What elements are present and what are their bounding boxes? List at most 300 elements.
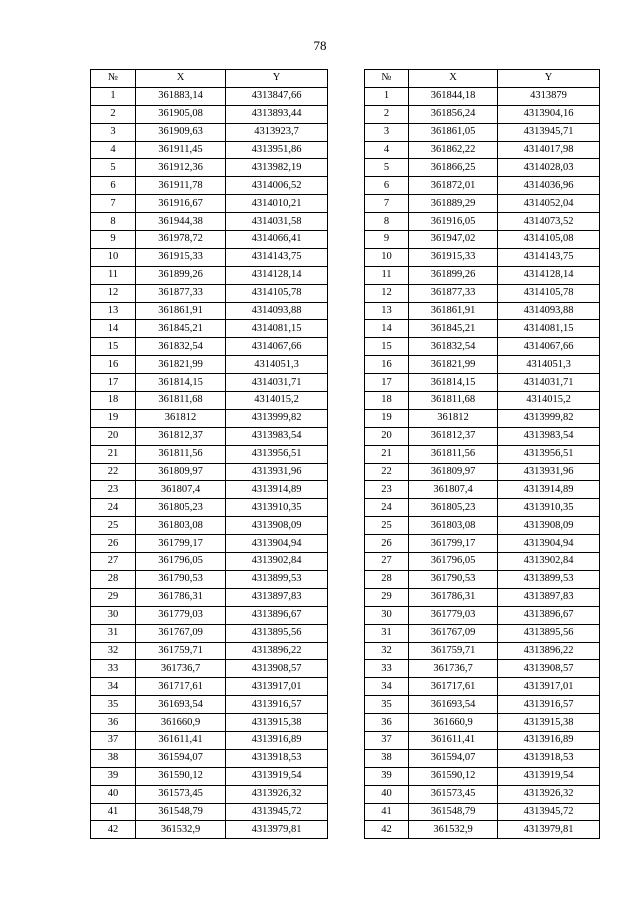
table-row: [365, 749, 600, 767]
table-row: [365, 409, 600, 427]
cell-number: 3: [365, 123, 409, 141]
cell-x: 361594,07: [136, 749, 226, 767]
cell-number: 27: [91, 553, 136, 571]
cell-y: 4314051,3: [498, 356, 600, 374]
table-row: [91, 696, 328, 714]
cell-y: 4313918,53: [226, 749, 328, 767]
cell-x: 361811,68: [409, 392, 498, 410]
cell-number: 30: [365, 606, 409, 624]
cell-number: 37: [365, 731, 409, 749]
table-row: [365, 785, 600, 803]
cell-x: 361796,05: [136, 553, 226, 571]
cell-y: 4314031,71: [226, 374, 328, 392]
cell-y: 4313931,96: [498, 463, 600, 481]
cell-x: 361844,18: [409, 87, 498, 105]
header-number: №: [91, 70, 136, 88]
cell-y: 4313896,22: [498, 642, 600, 660]
cell-number: 24: [365, 499, 409, 517]
table-header-row: [365, 70, 600, 88]
cell-x: 361911,78: [136, 177, 226, 195]
table-row: [91, 87, 328, 105]
cell-y: 4313916,89: [498, 731, 600, 749]
cell-number: 3: [91, 123, 136, 141]
cell-y: 4314052,04: [498, 195, 600, 213]
cell-y: 4313945,72: [498, 803, 600, 821]
cell-y: 4313914,89: [498, 481, 600, 499]
table-row: [365, 517, 600, 535]
cell-x: 361861,91: [136, 302, 226, 320]
table-row: [91, 624, 328, 642]
cell-number: 2: [91, 105, 136, 123]
cell-y: 4313902,84: [226, 553, 328, 571]
cell-number: 31: [365, 624, 409, 642]
cell-y: 4313914,89: [226, 481, 328, 499]
cell-x: 361786,31: [136, 588, 226, 606]
cell-number: 2: [365, 105, 409, 123]
cell-number: 33: [91, 660, 136, 678]
cell-x: 361845,21: [136, 320, 226, 338]
cell-x: 361883,14: [136, 87, 226, 105]
cell-x: 361660,9: [409, 714, 498, 732]
cell-x: 361767,09: [136, 624, 226, 642]
table-row: [365, 374, 600, 392]
cell-y: 4314067,66: [226, 338, 328, 356]
cell-y: 4313895,56: [498, 624, 600, 642]
cell-number: 1: [91, 87, 136, 105]
cell-y: 4314105,08: [498, 231, 600, 249]
cell-number: 34: [365, 678, 409, 696]
cell-number: 30: [91, 606, 136, 624]
cell-number: 33: [365, 660, 409, 678]
cell-number: 28: [91, 570, 136, 588]
cell-x: 361590,12: [136, 767, 226, 785]
cell-number: 22: [91, 463, 136, 481]
cell-number: 5: [91, 159, 136, 177]
header-y: Y: [226, 70, 328, 88]
cell-x: 361799,17: [136, 535, 226, 553]
cell-y: 4313999,82: [498, 409, 600, 427]
cell-y: 4313910,35: [226, 499, 328, 517]
cell-x: 361809,97: [409, 463, 498, 481]
table-row: [91, 785, 328, 803]
table-row: [91, 266, 328, 284]
cell-x: 361611,41: [409, 731, 498, 749]
cell-y: 4314031,71: [498, 374, 600, 392]
cell-x: 361573,45: [136, 785, 226, 803]
cell-number: 36: [365, 714, 409, 732]
table-row: [365, 714, 600, 732]
cell-y: 4313931,96: [226, 463, 328, 481]
cell-y: 4314073,52: [498, 213, 600, 231]
cell-number: 29: [365, 588, 409, 606]
cell-number: 23: [365, 481, 409, 499]
table-row: [365, 87, 600, 105]
cell-number: 41: [91, 803, 136, 821]
cell-y: 4314081,15: [226, 320, 328, 338]
table-row: [365, 213, 600, 231]
cell-y: 4314105,78: [498, 284, 600, 302]
cell-number: 6: [91, 177, 136, 195]
cell-y: 4313896,22: [226, 642, 328, 660]
cell-x: 361805,23: [409, 499, 498, 517]
table-row: [365, 105, 600, 123]
cell-y: 4313916,57: [226, 696, 328, 714]
cell-y: 4313908,09: [498, 517, 600, 535]
cell-number: 42: [91, 821, 136, 839]
cell-x: 361978,72: [136, 231, 226, 249]
table-row: [365, 821, 600, 839]
table-row: [91, 553, 328, 571]
table-row: [365, 481, 600, 499]
cell-number: 16: [365, 356, 409, 374]
cell-number: 40: [365, 785, 409, 803]
cell-number: 42: [365, 821, 409, 839]
page-number: 78: [313, 38, 327, 53]
table-row: [365, 123, 600, 141]
cell-x: 361786,31: [409, 588, 498, 606]
cell-y: 4313908,57: [226, 660, 328, 678]
cell-x: 361779,03: [136, 606, 226, 624]
table-row: [365, 338, 600, 356]
cell-number: 1: [365, 87, 409, 105]
table-row: [365, 231, 600, 249]
cell-number: 23: [91, 481, 136, 499]
header-x: X: [136, 70, 226, 88]
cell-x: 361803,08: [136, 517, 226, 535]
cell-y: 4314093,88: [226, 302, 328, 320]
cell-number: 16: [91, 356, 136, 374]
cell-y: 4313904,94: [498, 535, 600, 553]
table-row: [91, 821, 328, 839]
cell-number: 22: [365, 463, 409, 481]
coordinates-table-right: [364, 69, 600, 839]
table-row: [365, 284, 600, 302]
cell-y: 4314017,98: [498, 141, 600, 159]
cell-y: 4313983,54: [226, 427, 328, 445]
cell-number: 15: [91, 338, 136, 356]
table-row: [91, 159, 328, 177]
cell-y: 4314143,75: [498, 248, 600, 266]
cell-x: 361944,38: [136, 213, 226, 231]
cell-x: 361866,25: [409, 159, 498, 177]
table-row: [365, 177, 600, 195]
table-row: [91, 767, 328, 785]
cell-x: 361889,29: [409, 195, 498, 213]
cell-y: 4313902,84: [498, 553, 600, 571]
cell-y: 4313983,54: [498, 427, 600, 445]
cell-number: 13: [91, 302, 136, 320]
table-row: [91, 499, 328, 517]
cell-x: 361812: [136, 409, 226, 427]
cell-y: 4313979,81: [498, 821, 600, 839]
table-row: [91, 392, 328, 410]
cell-number: 5: [365, 159, 409, 177]
cell-y: 4313895,56: [226, 624, 328, 642]
cell-number: 38: [365, 749, 409, 767]
table-row: [91, 803, 328, 821]
cell-y: 4313919,54: [226, 767, 328, 785]
cell-y: 4313919,54: [498, 767, 600, 785]
table-row: [365, 499, 600, 517]
cell-number: 18: [91, 392, 136, 410]
table-row: [365, 660, 600, 678]
cell-x: 361911,45: [136, 141, 226, 159]
cell-x: 361821,99: [136, 356, 226, 374]
cell-number: 35: [91, 696, 136, 714]
cell-number: 14: [365, 320, 409, 338]
table-row: [91, 320, 328, 338]
cell-y: 4313982,19: [226, 159, 328, 177]
cell-y: 4313979,81: [226, 821, 328, 839]
cell-x: 361832,54: [136, 338, 226, 356]
cell-y: 4313897,83: [226, 588, 328, 606]
coordinates-table-left: [90, 69, 328, 839]
cell-number: 20: [91, 427, 136, 445]
cell-x: 361912,36: [136, 159, 226, 177]
table-row: [91, 445, 328, 463]
cell-number: 11: [91, 266, 136, 284]
cell-number: 12: [91, 284, 136, 302]
table-row: [365, 248, 600, 266]
cell-x: 361811,56: [409, 445, 498, 463]
cell-number: 9: [365, 231, 409, 249]
cell-y: 4313899,53: [498, 570, 600, 588]
cell-y: 4313847,66: [226, 87, 328, 105]
table-row: [365, 696, 600, 714]
table-row: [365, 535, 600, 553]
cell-x: 361856,24: [409, 105, 498, 123]
cell-number: 39: [91, 767, 136, 785]
cell-x: 361532,9: [136, 821, 226, 839]
table-row: [91, 177, 328, 195]
cell-number: 28: [365, 570, 409, 588]
cell-number: 35: [365, 696, 409, 714]
cell-x: 361899,26: [409, 266, 498, 284]
cell-y: 4313926,32: [226, 785, 328, 803]
cell-x: 361832,54: [409, 338, 498, 356]
cell-y: 4313923,7: [226, 123, 328, 141]
cell-number: 19: [91, 409, 136, 427]
table-row: [91, 356, 328, 374]
cell-number: 27: [365, 553, 409, 571]
table-row: [365, 445, 600, 463]
cell-number: 26: [365, 535, 409, 553]
cell-number: 41: [365, 803, 409, 821]
cell-y: 4313910,35: [498, 499, 600, 517]
header-x: X: [409, 70, 498, 88]
cell-x: 361909,63: [136, 123, 226, 141]
cell-y: 4313879: [498, 87, 600, 105]
table-row: [365, 678, 600, 696]
cell-y: 4314015,2: [226, 392, 328, 410]
cell-x: 361767,09: [409, 624, 498, 642]
cell-y: 4314128,14: [498, 266, 600, 284]
cell-x: 361811,56: [136, 445, 226, 463]
cell-number: 8: [365, 213, 409, 231]
cell-number: 18: [365, 392, 409, 410]
cell-y: 4313908,09: [226, 517, 328, 535]
cell-y: 4313945,71: [498, 123, 600, 141]
table-row: [365, 320, 600, 338]
table-row: [91, 660, 328, 678]
table-row: [91, 338, 328, 356]
cell-y: 4313999,82: [226, 409, 328, 427]
cell-x: 361905,08: [136, 105, 226, 123]
cell-y: 4313908,57: [498, 660, 600, 678]
cell-x: 361807,4: [136, 481, 226, 499]
cell-x: 361779,03: [409, 606, 498, 624]
cell-y: 4313956,51: [498, 445, 600, 463]
table-row: [365, 159, 600, 177]
cell-number: 19: [365, 409, 409, 427]
cell-x: 361877,33: [136, 284, 226, 302]
cell-number: 15: [365, 338, 409, 356]
table-row: [91, 284, 328, 302]
table-row: [91, 427, 328, 445]
cell-number: 29: [91, 588, 136, 606]
cell-x: 361811,68: [136, 392, 226, 410]
table-row: [91, 195, 328, 213]
table-row: [365, 642, 600, 660]
cell-y: 4313917,01: [226, 678, 328, 696]
cell-x: 361812: [409, 409, 498, 427]
cell-x: 361717,61: [409, 678, 498, 696]
cell-number: 37: [91, 731, 136, 749]
cell-number: 21: [365, 445, 409, 463]
cell-number: 12: [365, 284, 409, 302]
cell-y: 4314143,75: [226, 248, 328, 266]
cell-y: 4314015,2: [498, 392, 600, 410]
table-row: [91, 570, 328, 588]
table-row: [365, 624, 600, 642]
table-row: [365, 767, 600, 785]
cell-y: 4314051,3: [226, 356, 328, 374]
cell-number: 7: [91, 195, 136, 213]
cell-x: 361693,54: [409, 696, 498, 714]
cell-y: 4313916,57: [498, 696, 600, 714]
cell-x: 361717,61: [136, 678, 226, 696]
table-row: [91, 231, 328, 249]
cell-number: 40: [91, 785, 136, 803]
table-row: [91, 678, 328, 696]
cell-y: 4314128,14: [226, 266, 328, 284]
cell-number: 39: [365, 767, 409, 785]
cell-number: 8: [91, 213, 136, 231]
cell-x: 361812,37: [409, 427, 498, 445]
cell-x: 361915,33: [409, 248, 498, 266]
header-number: №: [365, 70, 409, 88]
table-row: [91, 141, 328, 159]
cell-y: 4313956,51: [226, 445, 328, 463]
cell-x: 361736,7: [136, 660, 226, 678]
cell-number: 6: [365, 177, 409, 195]
table-row: [365, 392, 600, 410]
cell-number: 36: [91, 714, 136, 732]
cell-y: 4313899,53: [226, 570, 328, 588]
cell-x: 361862,22: [409, 141, 498, 159]
cell-x: 361790,53: [409, 570, 498, 588]
cell-x: 361947,02: [409, 231, 498, 249]
cell-x: 361759,71: [136, 642, 226, 660]
table-row: [365, 570, 600, 588]
table-row: [91, 409, 328, 427]
cell-number: 32: [91, 642, 136, 660]
cell-y: 4313926,32: [498, 785, 600, 803]
table-row: [91, 642, 328, 660]
table-header-row: [91, 70, 328, 88]
table-row: [91, 606, 328, 624]
cell-x: 361759,71: [409, 642, 498, 660]
table-row: [91, 517, 328, 535]
cell-x: 361660,9: [136, 714, 226, 732]
table-row: [91, 374, 328, 392]
cell-x: 361594,07: [409, 749, 498, 767]
cell-y: 4313916,89: [226, 731, 328, 749]
cell-y: 4314081,15: [498, 320, 600, 338]
table-row: [91, 213, 328, 231]
cell-y: 4313915,38: [226, 714, 328, 732]
cell-x: 361861,05: [409, 123, 498, 141]
cell-y: 4314006,52: [226, 177, 328, 195]
cell-x: 361814,15: [409, 374, 498, 392]
cell-y: 4313896,67: [226, 606, 328, 624]
cell-x: 361809,97: [136, 463, 226, 481]
cell-x: 361861,91: [409, 302, 498, 320]
table-row: [91, 481, 328, 499]
cell-number: 17: [91, 374, 136, 392]
cell-y: 4314066,41: [226, 231, 328, 249]
cell-x: 361548,79: [409, 803, 498, 821]
cell-number: 21: [91, 445, 136, 463]
cell-x: 361877,33: [409, 284, 498, 302]
table-row: [91, 535, 328, 553]
table-row: [91, 463, 328, 481]
table-row: [365, 803, 600, 821]
table-row: [365, 427, 600, 445]
table-row: [365, 588, 600, 606]
cell-x: 361872,01: [409, 177, 498, 195]
cell-x: 361807,4: [409, 481, 498, 499]
cell-x: 361611,41: [136, 731, 226, 749]
cell-number: 25: [365, 517, 409, 535]
cell-x: 361821,99: [409, 356, 498, 374]
cell-number: 10: [365, 248, 409, 266]
cell-x: 361532,9: [409, 821, 498, 839]
header-y: Y: [498, 70, 600, 88]
cell-number: 4: [365, 141, 409, 159]
table-row: [365, 553, 600, 571]
cell-number: 10: [91, 248, 136, 266]
cell-y: 4313915,38: [498, 714, 600, 732]
table-row: [91, 123, 328, 141]
cell-number: 38: [91, 749, 136, 767]
cell-y: 4313951,86: [226, 141, 328, 159]
cell-number: 32: [365, 642, 409, 660]
cell-number: 4: [91, 141, 136, 159]
table-row: [365, 731, 600, 749]
cell-x: 361548,79: [136, 803, 226, 821]
table-row: [91, 588, 328, 606]
cell-number: 17: [365, 374, 409, 392]
table-row: [365, 356, 600, 374]
cell-x: 361805,23: [136, 499, 226, 517]
cell-y: 4313918,53: [498, 749, 600, 767]
table-row: [91, 714, 328, 732]
cell-number: 20: [365, 427, 409, 445]
cell-x: 361693,54: [136, 696, 226, 714]
cell-number: 24: [91, 499, 136, 517]
cell-y: 4314036,96: [498, 177, 600, 195]
